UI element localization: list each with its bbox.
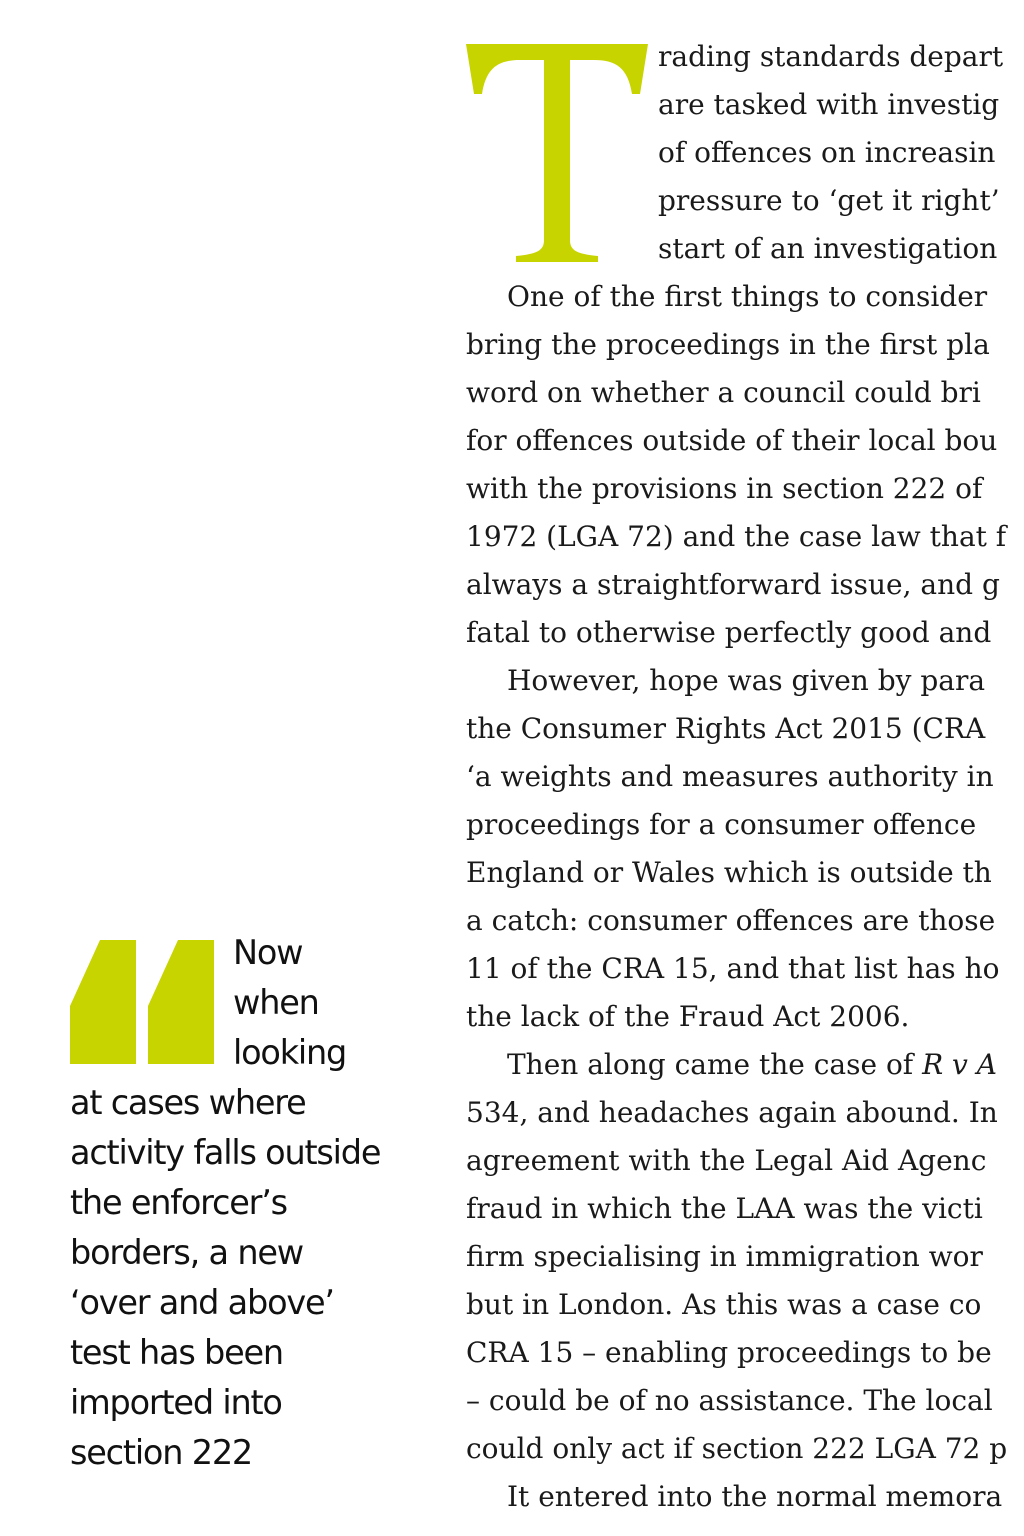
- body-line: rading standards depart: [658, 40, 1004, 73]
- pull-quote-line: ‘over and above’: [70, 1283, 334, 1322]
- body-line: could only act if section 222 LGA 72 p: [466, 1432, 1008, 1465]
- pull-quote-line: the enforcer’s: [70, 1183, 287, 1222]
- body-line: for offences outside of their local bou: [466, 424, 998, 457]
- body-line: but in London. As this was a case co: [466, 1288, 982, 1321]
- body-line: 1972 (LGA 72) and the case law that f: [466, 520, 1007, 553]
- body-line: However, hope was given by para: [507, 664, 986, 697]
- body-line: fatal to otherwise perfectly good and: [466, 616, 992, 649]
- body-line: 534, and headaches again abound. In: [466, 1096, 998, 1129]
- body-line-text: Then along came the case of: [507, 1048, 923, 1081]
- pull-quote-line: looking: [233, 1033, 347, 1072]
- body-line: pressure to ‘get it right’: [658, 184, 1000, 217]
- body-line: firm specialising in immigration wor: [466, 1240, 983, 1273]
- body-line: are tasked with investig: [658, 88, 1000, 121]
- body-line: fraud in which the LAA was the victi: [466, 1192, 983, 1225]
- body-line: – could be of no assistance. The local: [466, 1384, 993, 1417]
- pull-quote-line: when: [233, 983, 319, 1022]
- pull-quote-line: test has been: [70, 1333, 283, 1372]
- body-line: always a straightforward issue, and g: [466, 568, 1000, 601]
- body-line: start of an investigation: [658, 232, 998, 265]
- body-line: bring the proceedings in the first pla: [466, 328, 990, 361]
- pull-quote-line: Now: [233, 933, 303, 972]
- body-line: the lack of the Fraud Act 2006.: [466, 1000, 910, 1033]
- body-line: CRA 15 – enabling proceedings to be: [466, 1336, 992, 1369]
- body-line: proceedings for a consumer offence: [466, 808, 977, 841]
- pull-quote-line: imported into: [70, 1383, 282, 1422]
- body-line: the Consumer Rights Act 2015 (CRA: [466, 712, 986, 745]
- body-line: ‘a weights and measures authority in: [466, 760, 994, 793]
- body-line: agreement with the Legal Aid Agenc: [466, 1144, 987, 1177]
- pull-quote-line: activity falls outside: [70, 1133, 381, 1172]
- body-line: with the provisions in section 222 of: [466, 472, 983, 505]
- body-line: of offences on increasin: [658, 136, 996, 169]
- body-line: a catch: consumer offences are those: [466, 904, 996, 937]
- pull-quote: [70, 928, 410, 1478]
- pull-quote-line: at cases where: [70, 1083, 306, 1122]
- body-line: England or Wales which is outside th: [466, 856, 992, 889]
- body-line: 11 of the CRA 15, and that list has ho: [466, 952, 1000, 985]
- pull-quote-line: section 222: [70, 1433, 253, 1472]
- body-line: It entered into the normal memora: [507, 1480, 1003, 1513]
- article-body: [466, 33, 1024, 1521]
- body-line: [466, 1041, 1024, 1089]
- body-line: One of the first things to consider: [507, 280, 988, 313]
- pull-quote-line: borders, a new: [70, 1233, 303, 1272]
- case-name: R v A: [922, 1048, 997, 1081]
- body-line: word on whether a council could bri: [466, 376, 981, 409]
